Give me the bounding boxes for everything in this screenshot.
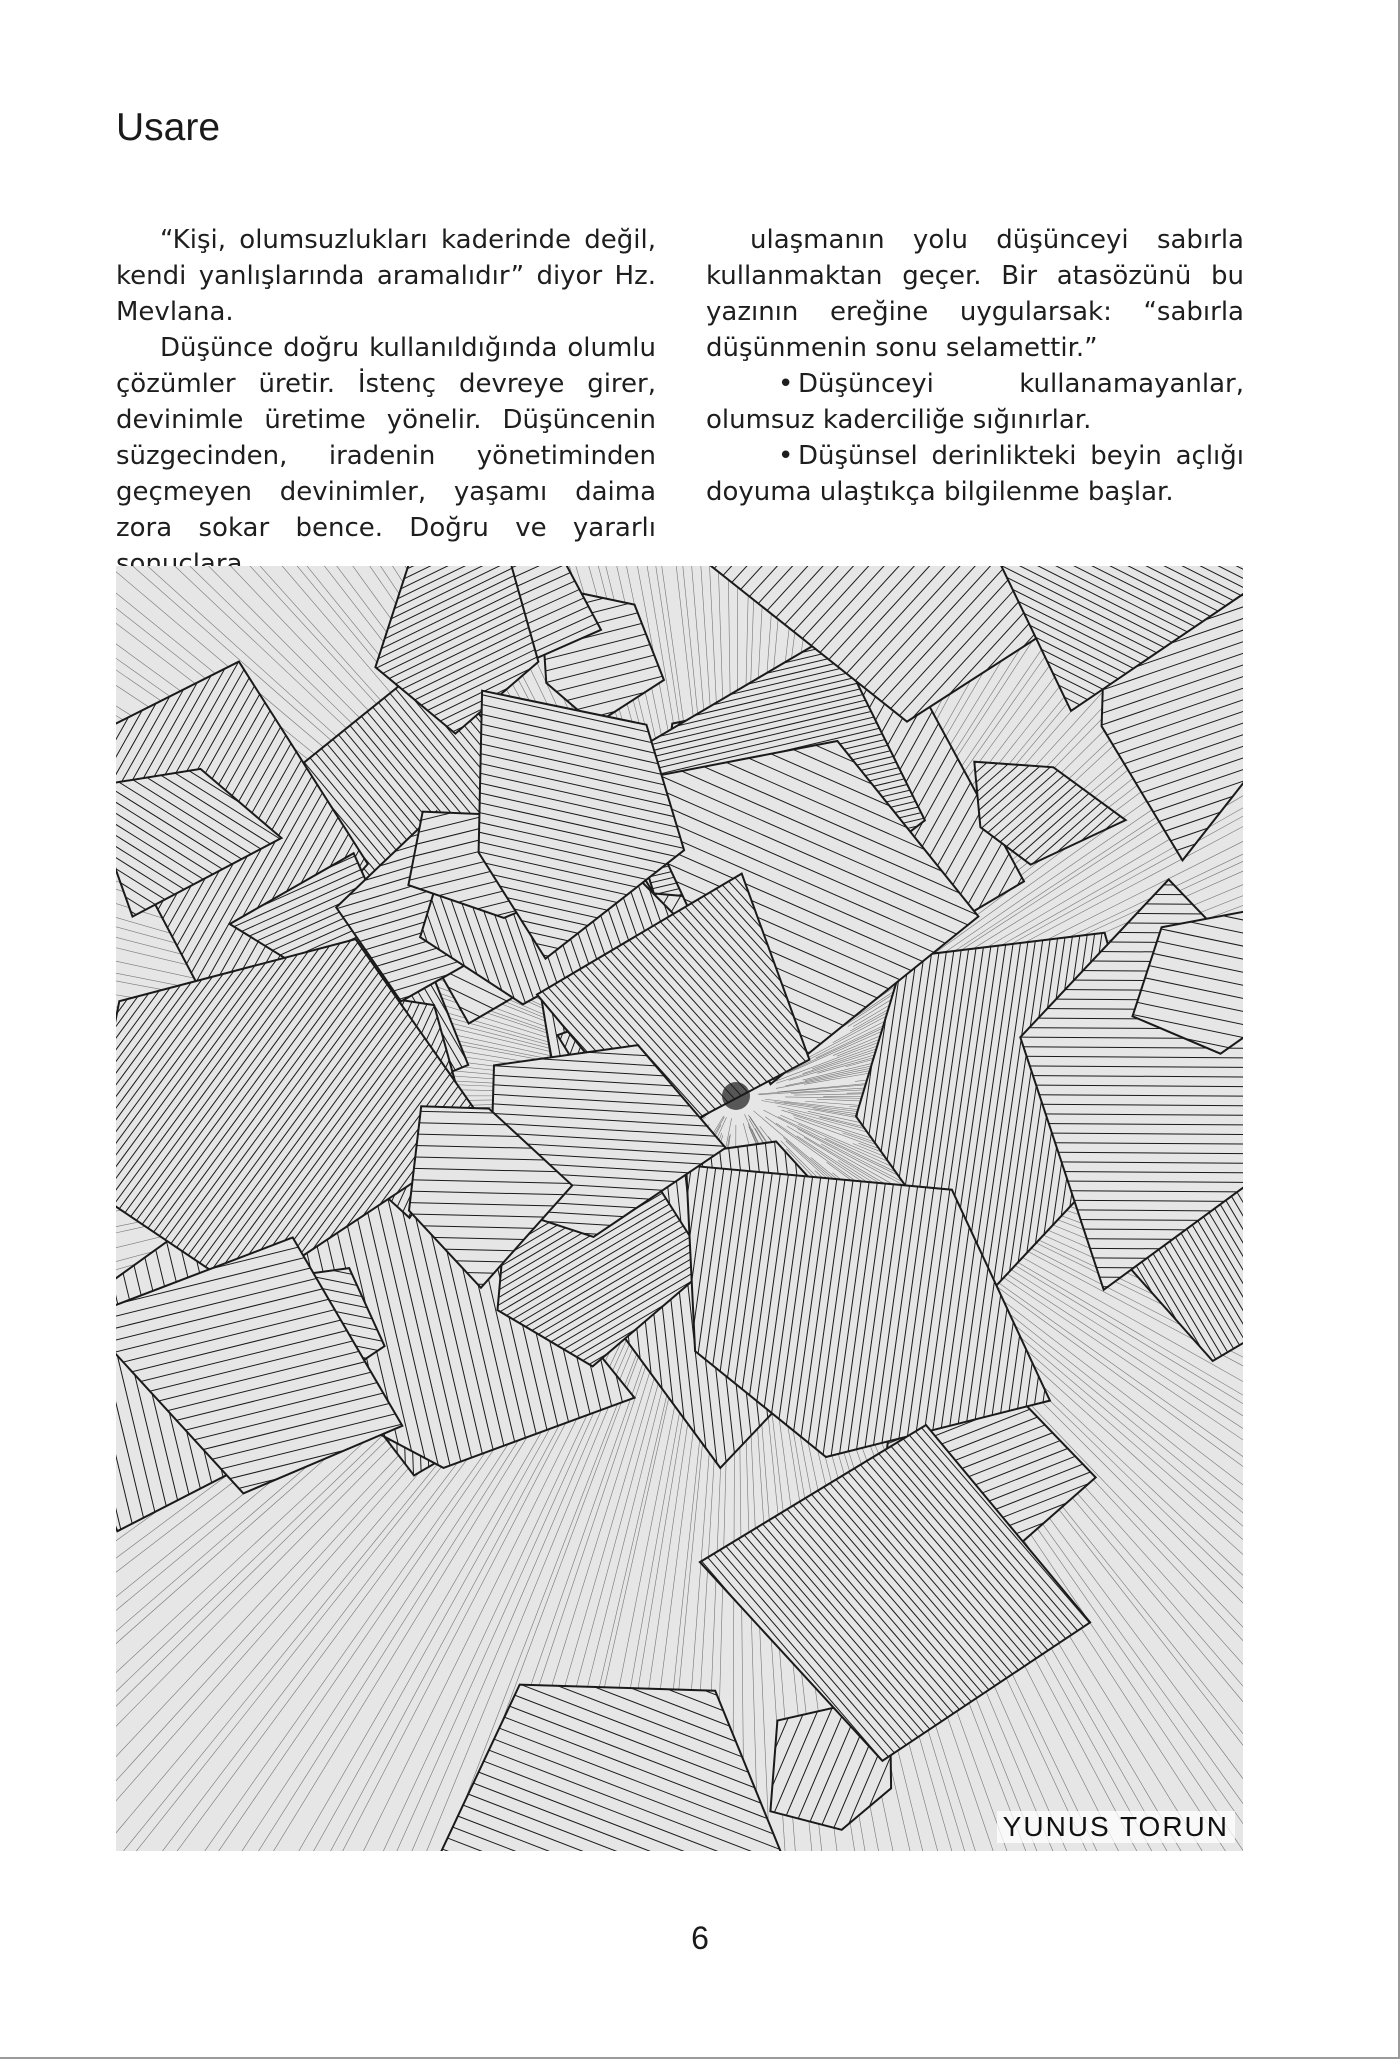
text-column-right xyxy=(706,222,1244,510)
paragraph-continuation: ulaşmanın yolu düşünceyi sabırla kullanmaktan geçer. Bir atasözünü bu yazının ereğine uygularsak: “sabırla düşünmenin sonu selamettir.” xyxy=(706,225,1244,363)
hatched-blocks xyxy=(116,566,1243,1851)
bullet-dot-icon: • xyxy=(778,369,794,399)
paragraph-quote: “Kişi, olumsuzlukları kaderinde değil, kendi yanlışlarında aramalıdır” diyor Hz. Mevlana. xyxy=(116,225,656,327)
page-number: 6 xyxy=(691,1920,709,1956)
vanishing-point xyxy=(722,1082,750,1110)
bullet-item xyxy=(706,366,1244,438)
running-header: Usare xyxy=(116,106,221,149)
artist-signature: YUNUS TORUN xyxy=(997,1811,1235,1843)
artwork-illustration xyxy=(116,566,1243,1851)
bullet-dot-icon: • xyxy=(778,441,794,471)
text-column-left xyxy=(116,222,656,582)
hatched-geometric-drawing xyxy=(116,566,1243,1851)
paragraph-thought: Düşünce doğru kullanıldığında olumlu çözümler üretir. İstenç devreye girer, devinimle üretime yönelir. Düşüncenin süzgecinden, iradenin yönetiminden geçmeyen devinimler, yaşamı daima zora sokar bence. Doğru ve yararlı sonuçlara xyxy=(116,333,656,579)
bullet-item xyxy=(706,438,1244,510)
bullet-text: Düşünsel derinlikteki beyin açlığı doyuma ulaştıkça bilgilenme başlar. xyxy=(706,441,1244,507)
bullet-text: Düşünceyi kullanamayanlar, olumsuz kaderciliğe sığınırlar. xyxy=(706,369,1244,435)
